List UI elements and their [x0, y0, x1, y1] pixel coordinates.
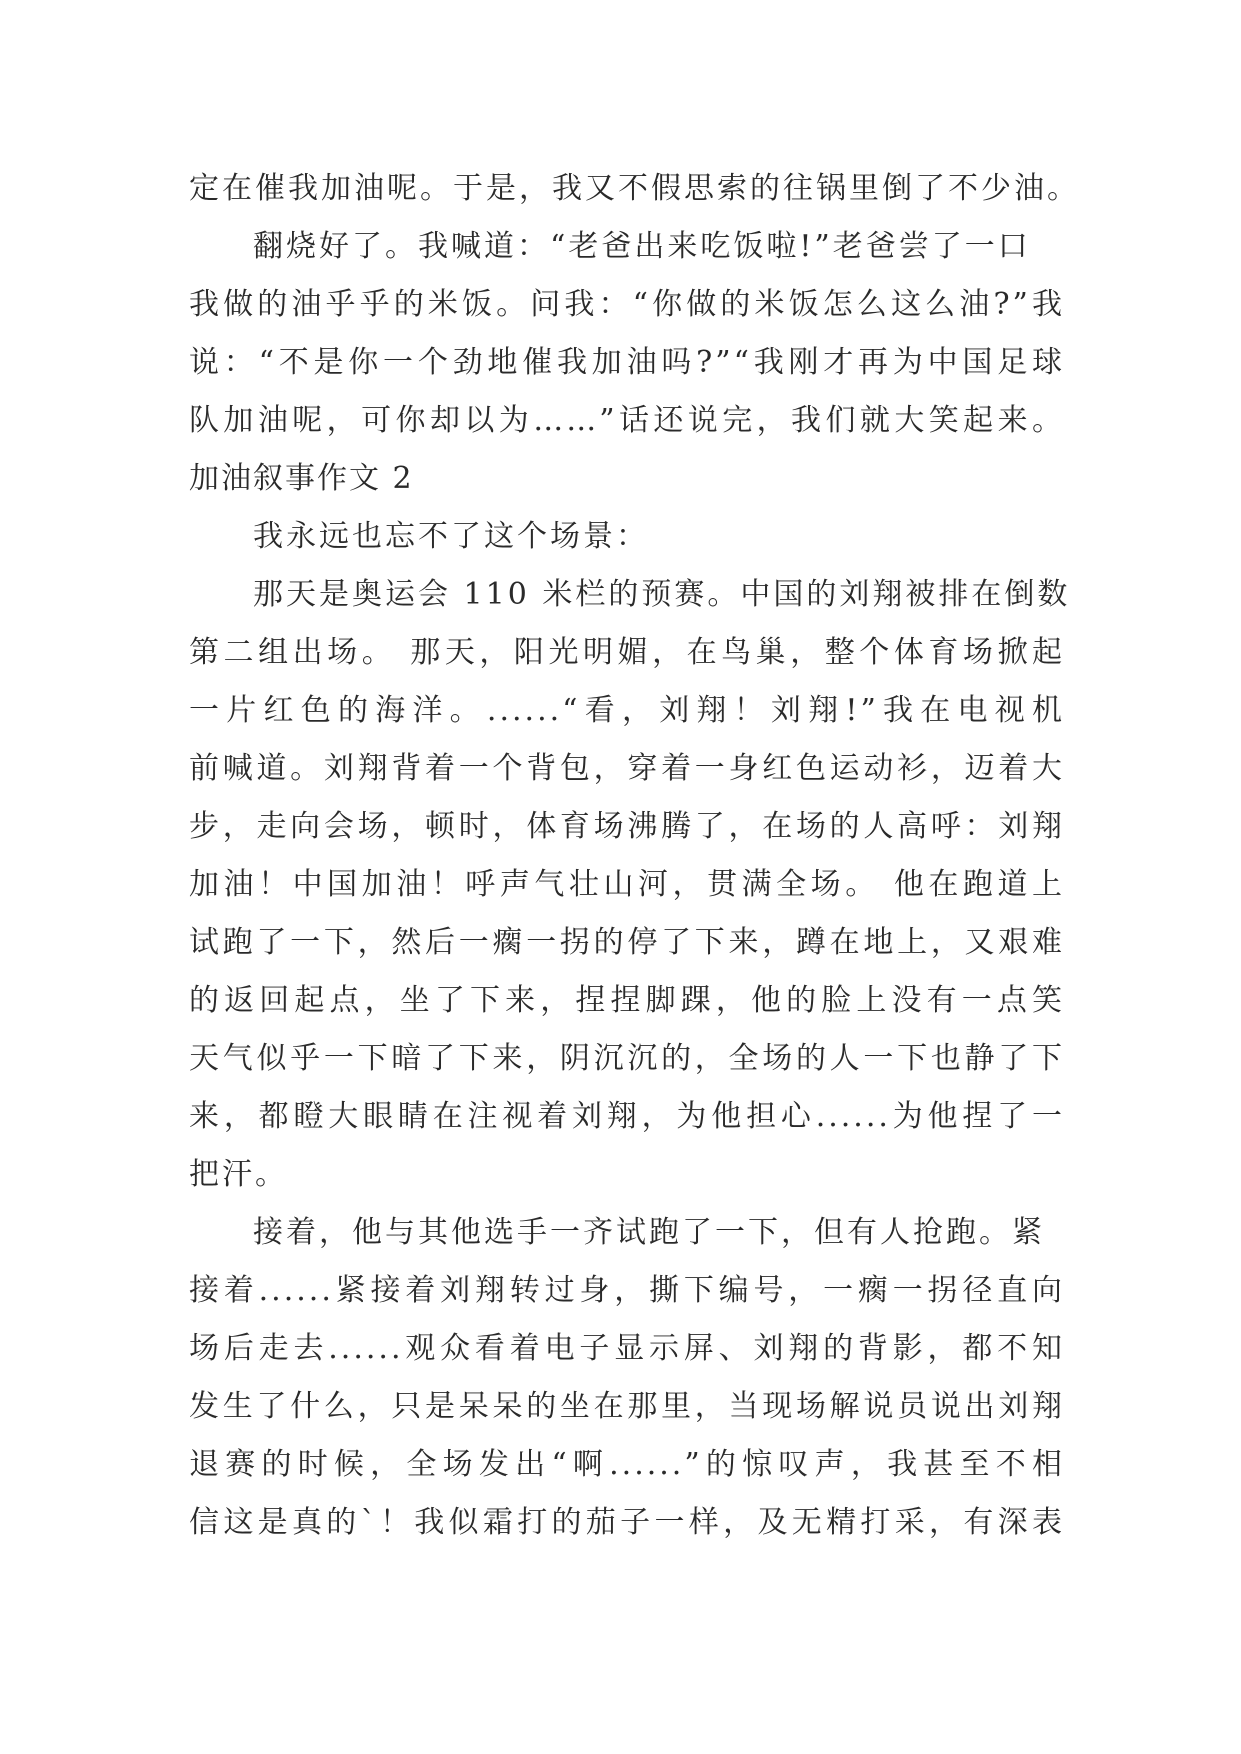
text-line: 我做的油乎乎的米饭。问我：“你做的米饭怎么这么油?”我 [189, 287, 1065, 322]
text-line: 的返回起点，坐了下来，捏捏脚踝，他的脸上没有一点笑 [189, 983, 1065, 1018]
section-heading: 加油叙事作文 2 [189, 461, 414, 496]
text-line: 说：“不是你一个劲地催我加油吗?”“我刚才再为中国足球 [189, 345, 1065, 380]
text-line: 接着，他与其他选手一齐试跑了一下，但有人抢跑。紧 [253, 1215, 1045, 1250]
text-line: 接着......紧接着刘翔转过身，撕下编号，一瘸一拐径直向 [189, 1273, 1065, 1308]
text-line: 把汗。 [189, 1157, 288, 1192]
text-line: 翻烧好了。我喊道：“老爸出来吃饭啦!”老爸尝了一口 [253, 229, 1031, 264]
document-body [189, 160, 1080, 1552]
text-line: 信这是真的`！我似霜打的茄子一样，及无精打采，有深表 [189, 1505, 1065, 1540]
text-line: 步，走向会场，顿时，体育场沸腾了，在场的人高呼：刘翔 [189, 809, 1065, 844]
text-line: 来，都瞪大眼睛在注视着刘翔，为他担心......为他捏了一 [189, 1099, 1065, 1134]
text-line: 那天是奥运会 110 米栏的预赛。中国的刘翔被排在倒数 [253, 577, 1071, 612]
text-line: 试跑了一下，然后一瘸一拐的停了下来，蹲在地上，又艰难 [189, 925, 1065, 960]
text-line: 加油！中国加油！呼声气壮山河，贯满全场。 他在跑道上 [189, 867, 1065, 902]
text-line: 发生了什么，只是呆呆的坐在那里，当现场解说员说出刘翔 [189, 1389, 1065, 1424]
text-line: 一片红色的海洋。......“看，刘翔！刘翔!”我在电视机 [189, 693, 1065, 728]
text-line: 退赛的时候，全场发出“啊......”的惊叹声，我甚至不相 [189, 1447, 1065, 1482]
text-line: 我永远也忘不了这个场景： [253, 519, 649, 554]
text-line: 第二组出场。 那天，阳光明媚，在鸟巢，整个体育场掀起 [189, 635, 1065, 670]
text-line: 队加油呢，可你却以为……”话还说完，我们就大笑起来。 [189, 403, 1065, 438]
text-line: 定在催我加油呢。于是，我又不假思索的往锅里倒了不少油。 [189, 171, 1080, 206]
text-line: 场后走去......观众看着电子显示屏、刘翔的背影，都不知 [189, 1331, 1065, 1366]
text-line: 前喊道。刘翔背着一个背包，穿着一身红色运动衫，迈着大 [189, 751, 1065, 786]
text-line: 天气似乎一下暗了下来，阴沉沉的，全场的人一下也静了下 [189, 1041, 1065, 1076]
